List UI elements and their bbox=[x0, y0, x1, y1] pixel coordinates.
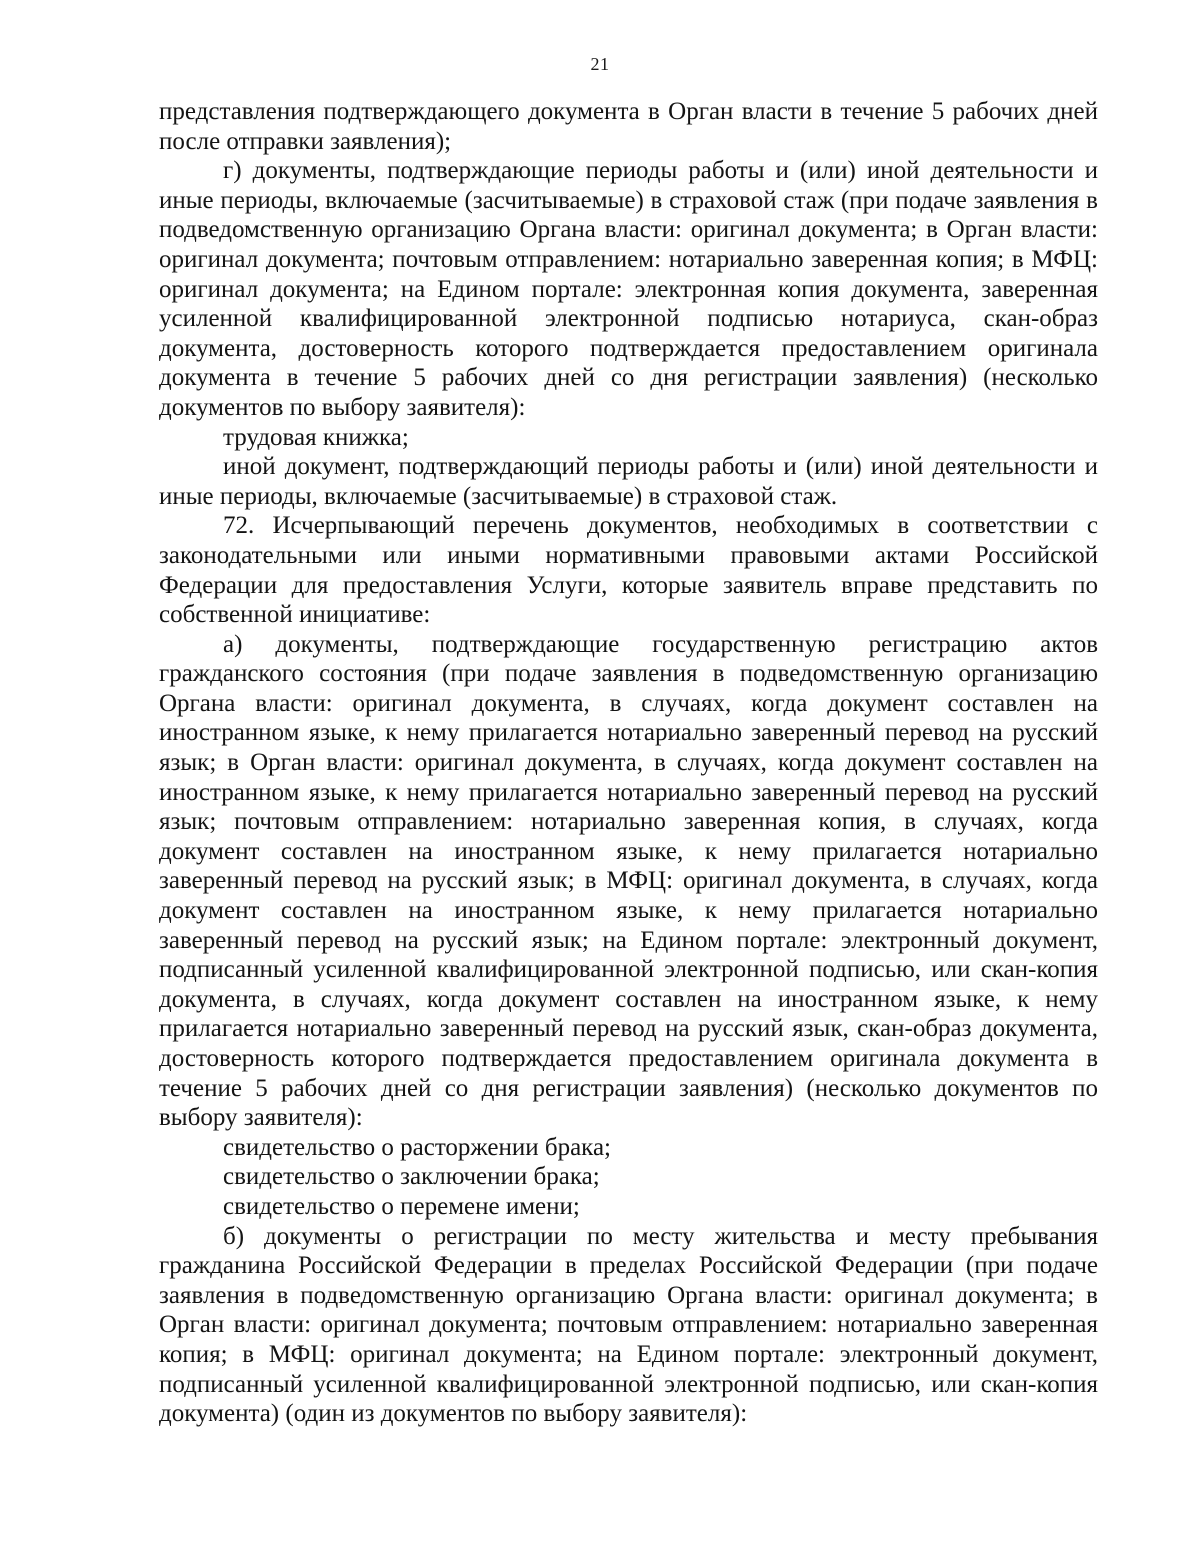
paragraph-72: 72. Исчерпывающий перечень документов, необходимых в соответствии с законодательными или иными нормативными правовыми актами Российской Федерации для предоставления Услуги, которые заявитель вправе представить по собственной инициативе: bbox=[159, 512, 1098, 629]
document-body bbox=[159, 97, 1098, 1429]
list-item-other-document: иной документ, подтверждающий периоды работы и (или) иной деятельности и иные периоды, включаемые (засчитываемые) в страховой стаж. bbox=[159, 453, 1098, 510]
paragraph-item-g: г) документы, подтверждающие периоды работы и (или) иной деятельности и иные периоды, включаемые (засчитываемые) в страховой стаж (при подаче заявления в подведомственную организацию Органа власти: оригинал документа; в Орган власти: оригинал документа; почтовым отправлением: нотариально заверенная копия; в МФЦ: оригинал документа; на Едином портале: электронная копия документа, заверенная усиленной квалифицированной электронной подписью нотариуса, скан-образ документа, достоверность которого подтверждается предоставлением оригинала документа в течение 5 рабочих дней со дня регистрации заявления) (несколько документов по выбору заявителя): bbox=[159, 157, 1098, 421]
paragraph-item-b: б) документы о регистрации по месту жительства и месту пребывания гражданина Российской Федерации в пределах Российской Федерации (при подаче заявления в подведомственную организацию Органа власти: оригинал документа; в Орган власти: оригинал документа; почтовым отправлением: нотариально заверенная копия; в МФЦ: оригинал документа; на Едином портале: электронный документ, подписанный усиленной квалифицированной электронной подписью, или скан-копия документа) (один из документов по выбору заявителя): bbox=[159, 1222, 1098, 1428]
list-item-name-change-certificate: свидетельство о перемене имени; bbox=[223, 1192, 580, 1220]
page-number: 21 bbox=[590, 54, 610, 74]
list-item-marriage-certificate: свидетельство о заключении брака; bbox=[223, 1163, 600, 1191]
paragraph-continuation: представления подтверждающего документа в Орган власти в течение 5 рабочих дней после отправки заявления); bbox=[159, 98, 1098, 155]
list-item-divorce-certificate: свидетельство о расторжении брака; bbox=[223, 1133, 611, 1161]
list-item-work-book: трудовая книжка; bbox=[223, 423, 409, 451]
paragraph-item-a: а) документы, подтверждающие государственную регистрацию актов гражданского состояния (при подаче заявления в подведомственную организацию Органа власти: оригинал документа, в случаях, когда документ составлен на иностранном языке, к нему прилагается нотариально заверенный перевод на русский язык; в Орган власти: оригинал документа, в случаях, когда документ составлен на иностранном языке, к нему прилагается нотариально заверенный перевод на русский язык; почтовым отправлением: нотариально заверенная копия, в случаях, когда документ составлен на иностранном языке, к нему прилагается нотариально заверенный перевод на русский язык; в МФЦ: оригинал документа, в случаях, когда документ составлен на иностранном языке, к нему прилагается нотариально заверенный перевод на русский язык; на Едином портале: электронный документ, подписанный усиленной квалифицированной электронной подписью, или скан-копия документа, в случаях, когда документ составлен на иностранном языке, к нему прилагается нотариально заверенный перевод на русский язык, скан-образ документа, достоверность которого подтверждается предоставлением оригинала документа в течение 5 рабочих дней со дня регистрации заявления) (несколько документов по выбору заявителя): bbox=[159, 630, 1098, 1132]
